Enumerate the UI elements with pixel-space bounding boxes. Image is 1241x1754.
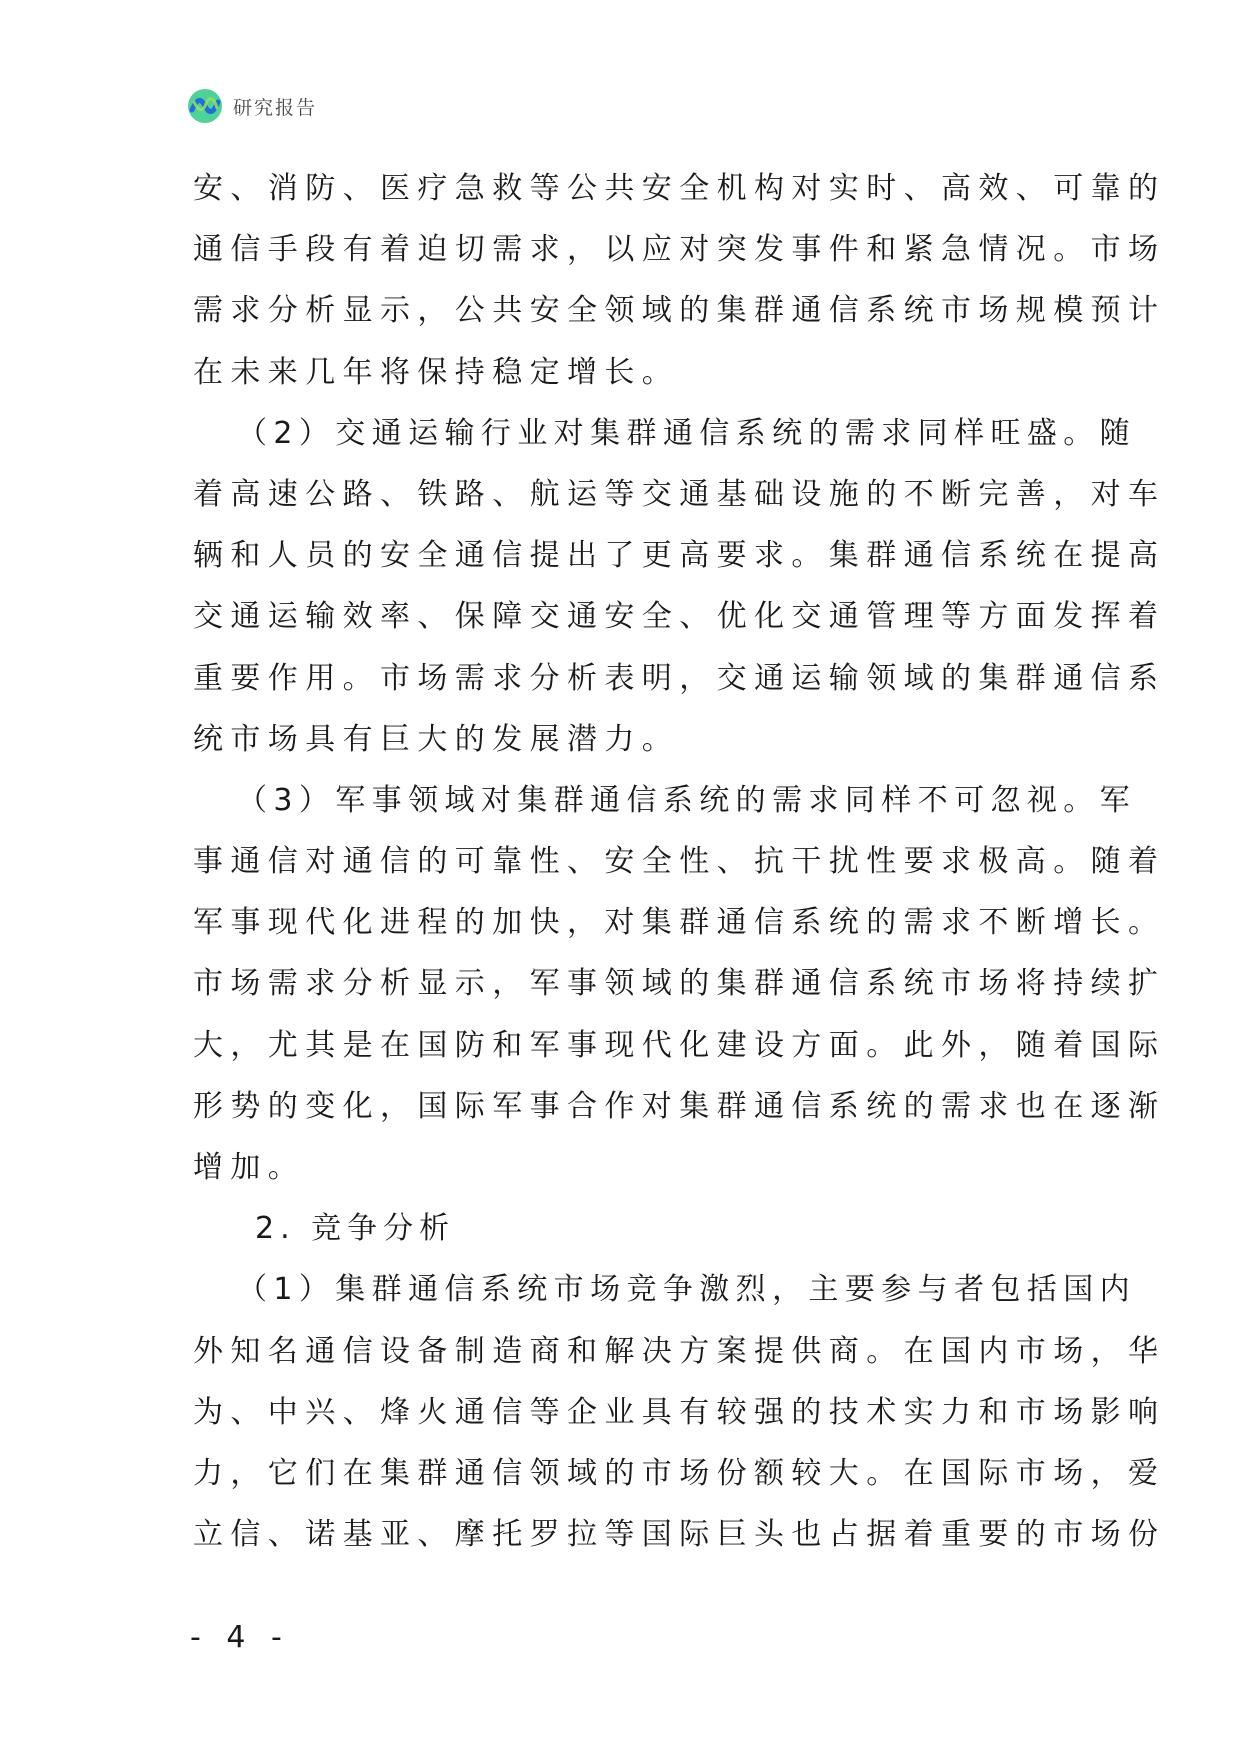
text-line: 市场需求分析显示，军事领域的集群通信系统市场将持续扩 (193, 966, 1166, 1002)
brand-logo-icon (187, 88, 223, 124)
report-header (187, 88, 317, 124)
text-line: 力，它们在集群通信领域的市场份额较大。在国际市场，爱 (193, 1455, 1166, 1491)
text-line: 形势的变化，国际军事合作对集群通信系统的需求也在逐渐 (193, 1088, 1166, 1124)
text-line: 在未来几年将保持稳定增长。 (193, 354, 680, 390)
text-line: 辆和人员的安全通信提出了更高要求。集群通信系统在提高 (193, 538, 1166, 574)
text-line: 着高速公路、铁路、航运等交通基础设施的不断完善，对车 (193, 476, 1166, 512)
text-line: 统市场具有巨大的发展潜力。 (193, 721, 680, 757)
text-line: 立信、诺基亚、摩托罗拉等国际巨头也占据着重要的市场份 (193, 1517, 1166, 1553)
text-line: 重要作用。市场需求分析表明，交通运输领域的集群通信系 (193, 660, 1166, 696)
text-line: 增加。 (193, 1150, 306, 1185)
text-line: 安、消防、医疗急救等公共安全机构对实时、高效、可靠的 (193, 171, 1166, 206)
text-line: 为、中兴、烽火通信等企业具有较强的技术实力和市场影响 (193, 1394, 1166, 1430)
page-number: - 4 - (190, 1620, 290, 1655)
text-line: 外知名通信设备制造商和解决方案提供商。在国内市场，华 (193, 1333, 1166, 1369)
text-line: （3）军事领域对集群通信系统的需求同样不可忽视。军 (237, 782, 1137, 818)
text-line: 大，尤其是在国防和军事现代化建设方面。此外，随着国际 (193, 1027, 1166, 1063)
report-header-title: 研究报告 (233, 96, 318, 119)
text-line: 需求分析显示，公共安全领域的集群通信系统市场规模预计 (193, 293, 1166, 329)
text-line: 通信手段有着迫切需求，以应对突发事件和紧急情况。市场 (193, 232, 1166, 268)
text-line: 军事现代化进程的加快，对集群通信系统的需求不断增长。 (193, 905, 1166, 941)
text-line: 事通信对通信的可靠性、安全性、抗干扰性要求极高。随着 (193, 844, 1166, 880)
text-line: （1）集群通信系统市场竞争激烈，主要参与者包括国内 (237, 1272, 1137, 1308)
text-line: （2）交通运输行业对集群通信系统的需求同样旺盛。随 (237, 415, 1137, 451)
text-line: 交通运输效率、保障交通安全、优化交通管理等方面发挥着 (193, 599, 1166, 635)
section-heading: 2. 竞争分析 (255, 1211, 456, 1247)
document-body (193, 158, 1166, 1565)
